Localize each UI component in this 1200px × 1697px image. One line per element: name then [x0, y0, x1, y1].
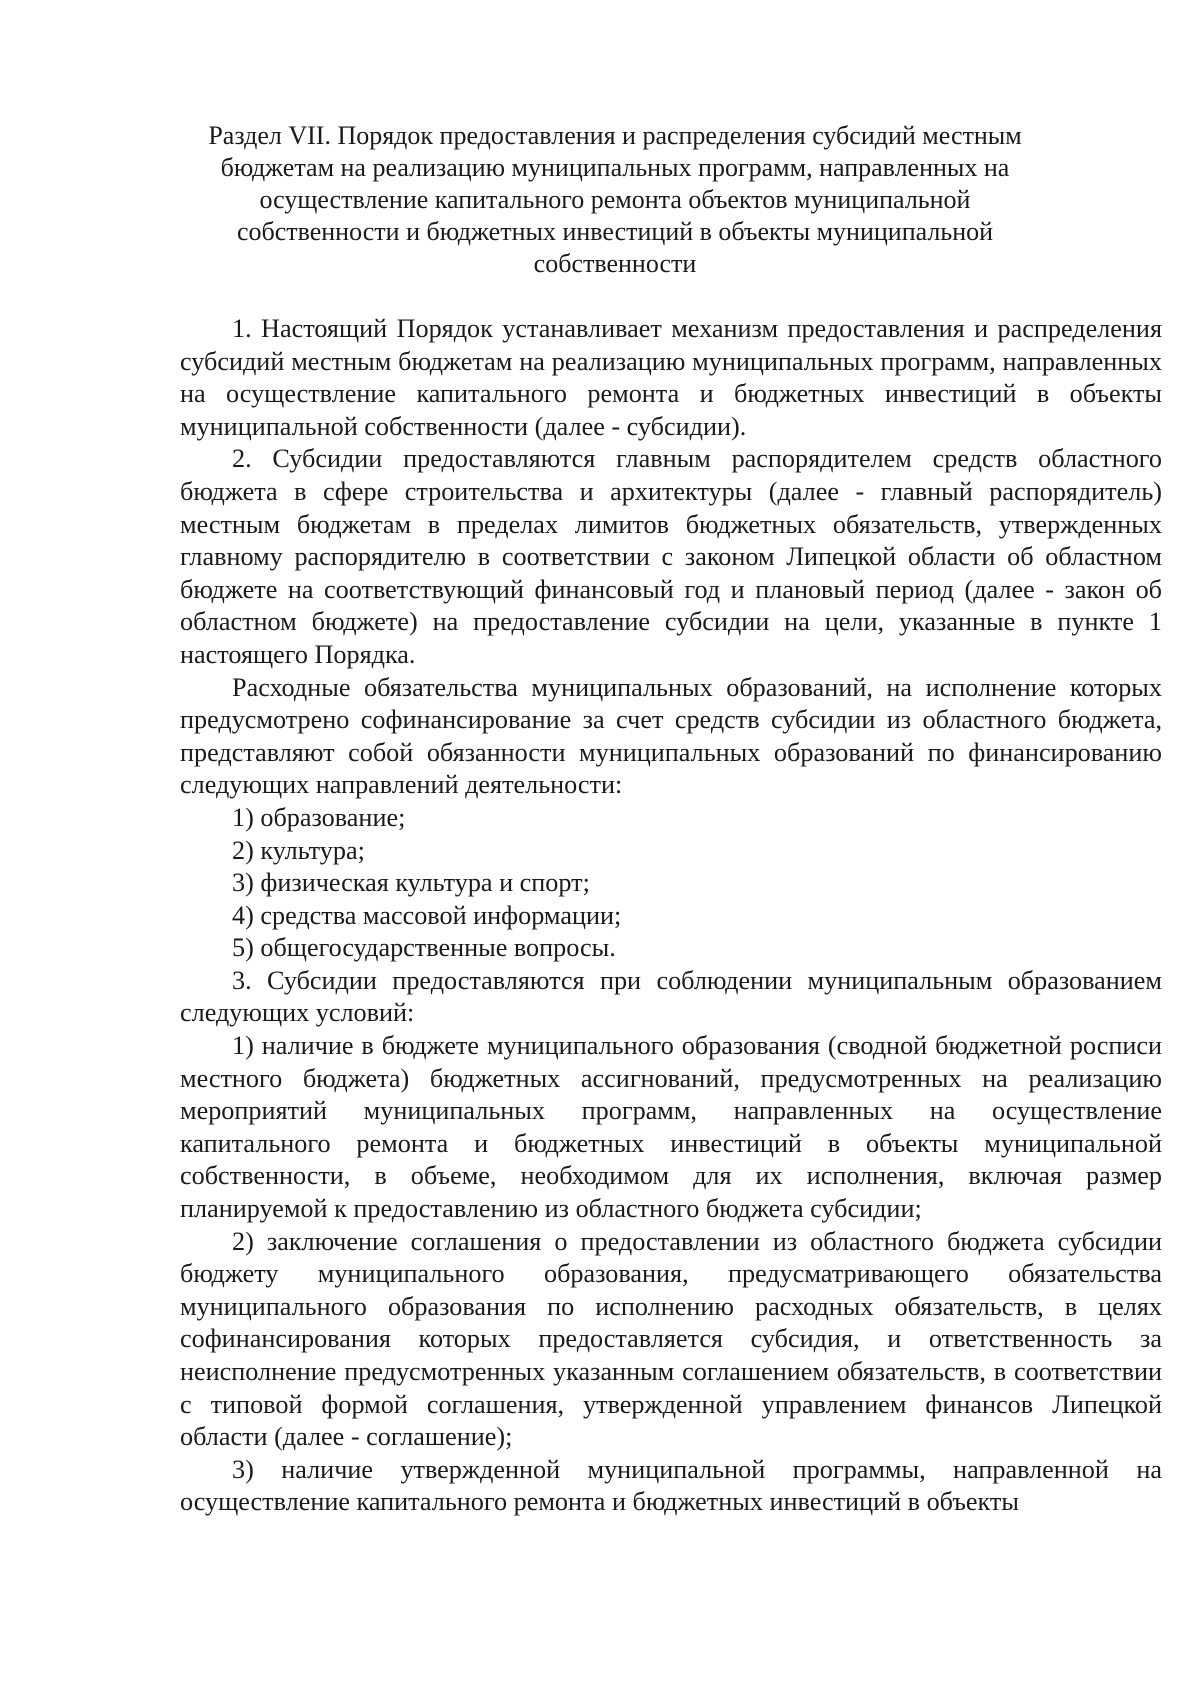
list-item: 3) физическая культура и спорт; — [232, 868, 590, 898]
condition-3: 3) наличие утвержденной муниципальной программы, направленной на осуществление капитального ремонта и бюджетных инвестиций в объекты — [180, 1454, 1162, 1517]
section-title: Раздел VII. Порядок предоставления и распределения субсидий местным бюджетам на реализацию муниципальных программ, направленных на осуществление капитального ремонта объектов муниципальной собственности и бюджетных инвестиций в объекты муниципальной собственности — [208, 121, 1022, 278]
list-item: 4) средства массовой информации; — [232, 900, 622, 930]
condition-1: 1) наличие в бюджете муниципального образования (сводной бюджетной росписи местного бюджета) бюджетных ассигнований, предусмотренных на реализацию мероприятий муниципальных программ, направленных на осуществление капитального ремонта и бюджетных инвестиций в объекты муниципальной собственности, в объеме, необходимом для их исполнения, включая размер планируемой к предоставлению из областного бюджета субсидии; — [180, 1031, 1162, 1224]
paragraph-3: 3. Субсидии предоставляются при соблюдении муниципальным образованием следующих условий: — [180, 965, 1162, 1028]
paragraph-1: 1. Настоящий Порядок устанавливает механизм предоставления и распределения субсидий местным бюджетам на реализацию муниципальных программ, направленных на осуществление капитального ремонта и бюджетных инвестиций в объекты муниципальной собственности (далее - субсидии). — [180, 314, 1162, 441]
condition-2: 2) заключение соглашения о предоставлении из областного бюджета субсидии бюджету муниципального образования, предусматривающего обязательства муниципального образования по исполнению расходных обязательств, в целях софинансирования которых предоставляется субсидия, и ответственность за неисполнение предусмотренных указанным соглашением обязательств, в соответствии с типовой формой соглашения, утвержденной управлением финансов Липецкой области (далее - соглашение); — [180, 1226, 1162, 1452]
paragraph-2: 2. Субсидии предоставляются главным распорядителем средств областного бюджета в сфере строительства и архитектуры (далее - главный распорядитель) местным бюджетам в пределах лимитов бюджетных обязательств, утвержденных главному распорядителю в соответствии с законом Липецкой области об областном бюджете на соответствующий финансовый год и плановый период (далее - закон об областном бюджете) на предоставление субсидии на цели, указанные в пункте 1 настоящего Порядка. — [180, 444, 1162, 669]
list-item: 5) общегосударственные вопросы. — [232, 933, 616, 963]
list-item: 2) культура; — [232, 835, 365, 865]
paragraph-2-obligations: Расходные обязательства муниципальных образований, на исполнение которых предусмотрено софинансирование за счет средств субсидии из областного бюджета, представляют собой обязанности муниципальных образований по финансированию следующих направлений деятельности: — [180, 672, 1162, 800]
list-item: 1) образование; — [232, 802, 406, 832]
document-body — [180, 313, 1162, 1519]
